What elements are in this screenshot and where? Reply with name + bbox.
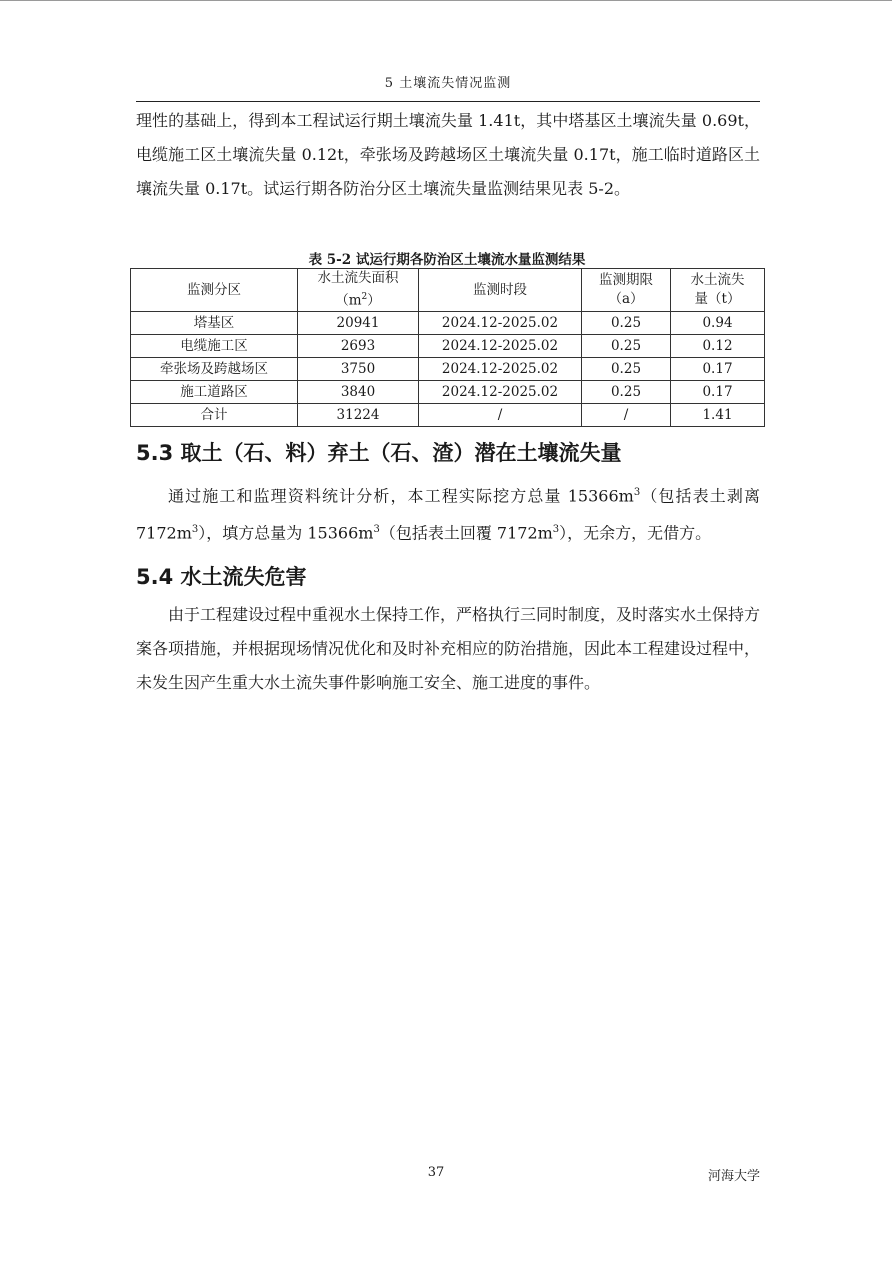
header-area [298,269,419,312]
cell-area: 20941 [298,312,419,335]
header-limit [582,269,671,312]
running-header: 5 土壤流失情况监测 [384,76,512,91]
section-5-4-heading: 5.4 水土流失危害 [136,565,307,589]
header-limit-line1: 监测期限 [599,272,653,288]
monitoring-results-table [130,268,765,427]
cell-area: 3840 [298,381,419,404]
total-area: 31224 [298,404,419,427]
cell-loss: 0.94 [671,312,765,335]
cell-loss: 0.17 [671,358,765,381]
table-caption: 表 5-2 试运行期各防治区土壤流水量监测结果 [308,252,586,268]
s53-sup-c: 3 [373,524,380,536]
cell-area: 3750 [298,358,419,381]
s53-sup-a: 3 [633,487,641,498]
header-area-unit-close: ） [367,292,381,309]
total-zone: 合计 [131,404,298,427]
cell-loss: 0.12 [671,335,765,358]
section-5-4-paragraph: 由于工程建设过程中重视水土保持工作，严格执行三同时制度，及时落实水土保持方案各项措施，并根据现场情况优化和及时补充相应的防治措施，因此本工程建设过程中，未发生因产生重大水土流失事件影响施工安全、施工进度的事件。 [136,605,761,692]
footer-university: 河海大学 [707,1169,760,1184]
table-row [131,312,765,335]
s53-sup-d: 3 [552,524,560,536]
cell-limit: 0.25 [582,358,671,381]
section-5-3-paragraph [136,476,760,551]
header-period: 监测时段 [419,269,582,312]
header-limit-line2: （a） [608,291,644,307]
cell-zone: 塔基区 [131,312,298,335]
s53-text-e: ），无余方，无借方。 [559,523,712,543]
cell-period: 2024.12-2025.02 [419,358,582,381]
cell-zone: 施工道路区 [131,381,298,404]
header-loss-line2: 量（t） [694,291,741,307]
header-zone: 监测分区 [131,269,298,312]
table-row [131,335,765,358]
s53-sup-b: 3 [191,524,199,536]
cell-period: 2024.12-2025.02 [419,335,582,358]
s53-text-b: （包括表土剥离 7172m [136,486,760,543]
cell-loss: 0.17 [671,381,765,404]
cell-limit: 0.25 [582,381,671,404]
header-area-unit-open: （m [335,292,362,309]
header-area-line1: 水土流失面积 [317,270,399,287]
cell-limit: 0.25 [582,312,671,335]
total-limit: / [582,404,671,427]
s53-text-d: （包括表土回覆 7172m [379,523,553,543]
header-rule [136,101,760,102]
page-number: 37 [427,1165,445,1180]
header-area-unit-exp: 2 [361,292,368,303]
s53-text-a: 通过施工和监理资料统计分析，本工程实际挖方总量 15366m [168,486,634,506]
table-header-row [131,269,765,312]
cell-area: 2693 [298,335,419,358]
table-total-row [131,404,765,427]
intro-paragraph: 理性的基础上，得到本工程试运行期土壤流失量 1.41t，其中塔基区土壤流失量 0.69t，电缆施工区土壤流失量 0.12t，牵张场及跨越场区土壤流失量 0.17t，施工临时道路区土壤流失量 0.17t。试运行期各防治分区土壤流失量监测结果见表 5-2。 [136,111,760,198]
total-period: / [419,404,582,427]
cell-zone: 电缆施工区 [131,335,298,358]
s53-text-c: ），填方总量为 15366m [198,523,374,543]
cell-zone: 牵张场及跨越场区 [131,358,298,381]
cell-limit: 0.25 [582,335,671,358]
cell-period: 2024.12-2025.02 [419,312,582,335]
section-5-3-heading: 5.3 取土（石、料）弃土（石、渣）潜在土壤流失量 [136,441,622,465]
table-row [131,381,765,404]
header-loss [671,269,765,312]
total-loss: 1.41 [671,404,765,427]
cell-period: 2024.12-2025.02 [419,381,582,404]
header-loss-line1: 水土流失 [690,272,745,288]
table-row [131,358,765,381]
page-top-border [0,0,892,1]
